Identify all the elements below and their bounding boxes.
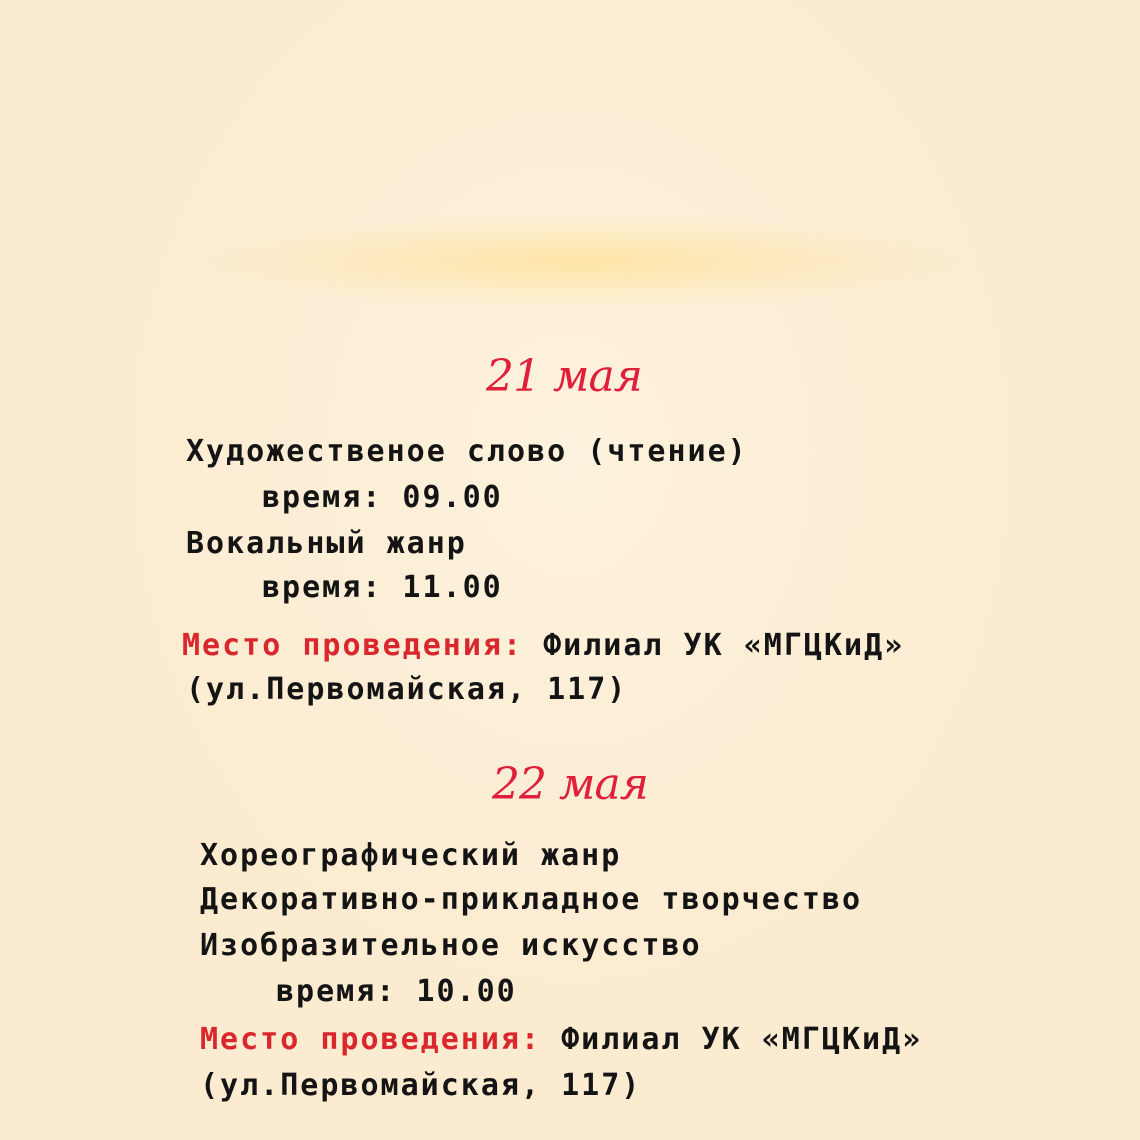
day-1-date: 21 мая xyxy=(486,351,642,402)
day-2-address: (ул.Первомайская, 117) xyxy=(200,1068,642,1103)
day-2-genre-3: Изобразительное искусство xyxy=(200,928,702,963)
day-2-venue-label: Место проведения: xyxy=(200,1022,542,1057)
day-2-time-1: время: 10.00 xyxy=(276,974,517,1009)
schedule-subtitle-line-2 xyxy=(0,136,1140,180)
day-2-genre-2: Декоративно-прикладное творчество xyxy=(200,882,863,917)
day-2-genre-1: Хореографический жанр xyxy=(200,838,622,873)
day-2-venue-value: Филиал УК «МГЦКиД» xyxy=(561,1022,923,1057)
day-1-genre-2: Вокальный жанр xyxy=(186,526,467,561)
day-1-venue-label: Место проведения: xyxy=(182,628,524,663)
day-1-venue xyxy=(182,624,904,668)
day-1-time-1: время: 09.00 xyxy=(262,480,503,515)
day-2-venue xyxy=(200,1018,922,1062)
day-1-time-2: время: 11.00 xyxy=(262,570,503,605)
schedule-subtitle-line-1 xyxy=(0,92,1140,136)
day-1-venue-value: Филиал УК «МГЦКиД» xyxy=(543,628,905,663)
schedule-title xyxy=(0,38,1140,92)
day-2-date: 22 мая xyxy=(492,759,648,810)
festival-name xyxy=(0,217,1140,318)
day-1-genre-1: Художественое слово (чтение) xyxy=(186,434,748,469)
day-1-address: (ул.Первомайская, 117) xyxy=(186,672,628,707)
